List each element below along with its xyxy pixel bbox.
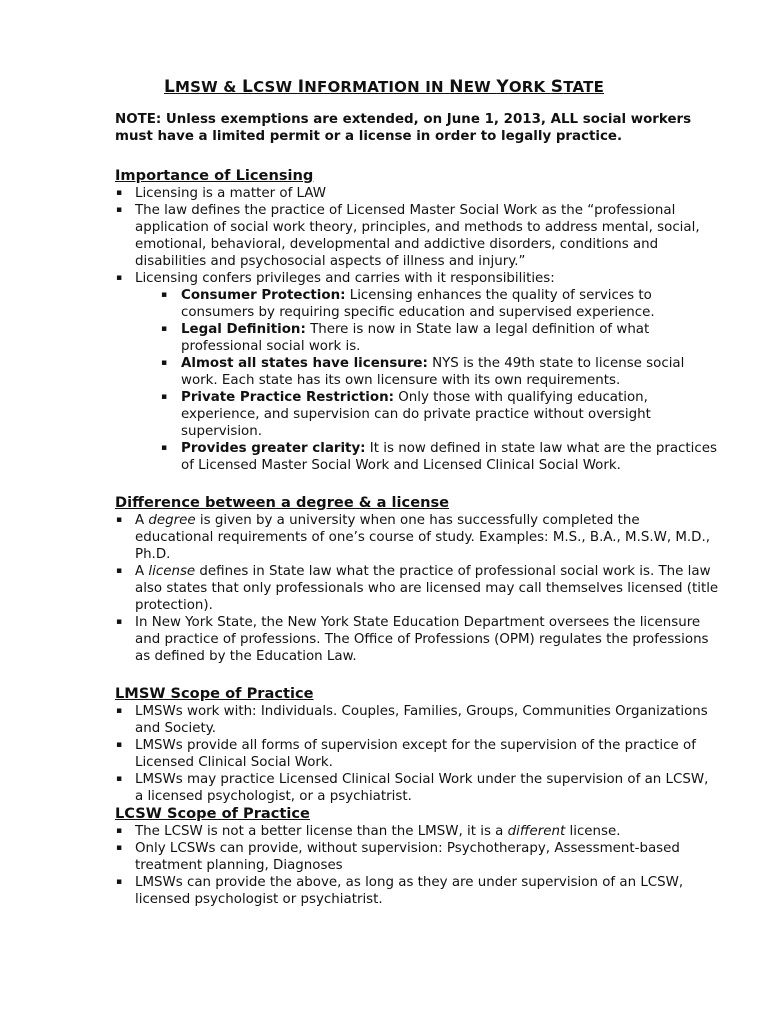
sublist-item-text: It is now defined in state law what are the practices of Licensed Master Social Work and Licensed Clinical Social Work. — [181, 441, 717, 473]
sublist-item-text: NYS is the 49th state to license social work. Each state has its own licensure with its own requirements. — [181, 356, 685, 388]
list-item-text: LMSWs work with: Individuals. Couples, Families, Groups, Communities Organizations and Society. — [135, 704, 708, 736]
importance-list — [115, 185, 720, 474]
title-text: MSW & — [175, 78, 243, 96]
emphasis-text: license — [148, 564, 196, 579]
sublist-item-text: Licensing enhances the quality of services to consumers by requiring specific education and supervised experience. — [181, 288, 655, 320]
sublist-item-text: There is now in State law a legal definition of what professional social work is. — [181, 322, 650, 354]
document-body — [115, 111, 720, 908]
bullet-icon: ▪ — [116, 774, 123, 784]
list-item — [115, 512, 720, 563]
bullet-icon: ▪ — [116, 617, 123, 627]
list-item-text: Licensing is a matter of LAW — [135, 186, 326, 201]
sublist-item-label: Private Practice Restriction: — [181, 390, 394, 405]
bullet-icon: ▪ — [161, 324, 168, 334]
sublist-item-label: Consumer Protection: — [181, 288, 346, 303]
sublist-item-label: Provides greater clarity: — [181, 441, 366, 456]
list-item — [115, 202, 720, 270]
list-item-text: The law defines the practice of Licensed Master Social Work as the “professional application of social work theory, principles, and methods to address mental, social, emotional, behavioral, developmental and addictive disorders, conditions and disabilities and psychosocial aspects of illness and injury.” — [135, 203, 700, 269]
emphasis-text: degree — [148, 513, 196, 528]
note-paragraph: NOTE: Unless exemptions are extended, on June 1, 2013, ALL social workers must have a limited permit or a license in order to legally practice. — [115, 112, 692, 144]
bullet-icon: ▪ — [116, 706, 123, 716]
bullet-icon: ▪ — [116, 273, 123, 283]
title-text: NFORMATION IN — [304, 78, 450, 96]
bullet-icon: ▪ — [161, 392, 168, 402]
sublist-item — [115, 355, 720, 389]
list-item-text: license. — [565, 824, 621, 839]
title-cap: L — [242, 77, 254, 97]
list-item — [115, 563, 720, 614]
bullet-icon: ▪ — [116, 515, 123, 525]
bullet-icon: ▪ — [116, 566, 123, 576]
list-item-text: Licensing confers privileges and carries with it responsibilities: — [135, 271, 555, 286]
privileges-sublist — [115, 287, 720, 474]
list-item — [115, 840, 720, 874]
sublist-item — [115, 287, 720, 321]
list-item — [115, 185, 720, 202]
difference-list — [115, 512, 720, 665]
sublist-item — [115, 321, 720, 355]
sublist-item — [115, 389, 720, 440]
bullet-icon: ▪ — [161, 358, 168, 368]
section-heading-lmsw: LMSW Scope of Practice — [115, 685, 314, 702]
emphasis-text: different — [507, 824, 566, 839]
list-item-text: LMSWs can provide the above, as long as they are under supervision of an LCSW, licensed psychologist or psychiatrist. — [135, 875, 684, 907]
bullet-icon: ▪ — [116, 843, 123, 853]
title-text: ORK — [508, 78, 551, 96]
list-item-text: The LCSW is not a better license than the LMSW, it is a — [135, 824, 508, 839]
bullet-icon: ▪ — [116, 877, 123, 887]
list-item — [115, 270, 720, 474]
bullet-icon: ▪ — [161, 443, 168, 453]
list-item — [115, 737, 720, 771]
bullet-icon: ▪ — [116, 826, 123, 836]
list-item-text: A — [135, 564, 149, 579]
title-cap: I — [297, 77, 305, 97]
title-text: CSW — [253, 78, 298, 96]
list-item — [115, 874, 720, 908]
list-item-text: is given by a university when one has successfully completed the educational requirements of one’s course of study. Examples: M.S., B.A., M.S.W, M.D., Ph.D. — [135, 513, 710, 562]
sublist-item — [115, 440, 720, 474]
page-title — [0, 77, 768, 97]
bullet-icon: ▪ — [116, 188, 123, 198]
list-item-text: A — [135, 513, 149, 528]
bullet-icon: ▪ — [116, 205, 123, 215]
list-item — [115, 703, 720, 737]
sublist-item-text: Only those with qualifying education, experience, and supervision can do private practice without oversight supervision. — [181, 390, 651, 439]
list-item-text: LMSWs may practice Licensed Clinical Social Work under the supervision of an LCSW, a licensed psychologist, or a psychiatrist. — [135, 772, 709, 804]
list-item-text: defines in State law what the practice of professional social work is. The law also states that only professionals who are licensed may call themselves licensed (title protection). — [135, 564, 719, 613]
list-item-text: In New York State, the New York State Education Department oversees the licensure and practice of professions. The Office of Professions (OPM) regulates the professions as defined by the Education Law. — [135, 615, 709, 664]
bullet-icon: ▪ — [116, 740, 123, 750]
title-cap: L — [163, 77, 175, 97]
list-item-text: LMSWs provide all forms of supervision except for the supervision of the practice of Licensed Clinical Social Work. — [135, 738, 696, 770]
list-item — [115, 771, 720, 805]
title-text: TATE — [563, 78, 605, 96]
sublist-item-label: Legal Definition: — [181, 322, 306, 337]
section-heading-importance: Importance of Licensing — [115, 167, 314, 184]
section-heading-lcsw: LCSW Scope of Practice — [115, 805, 310, 822]
title-cap: S — [550, 77, 564, 97]
section-heading-difference: Difference between a degree & a license — [115, 494, 450, 511]
sublist-item-label: Almost all states have licensure: — [181, 356, 428, 371]
bullet-icon: ▪ — [161, 290, 168, 300]
list-item — [115, 614, 720, 665]
list-item-text: Only LCSWs can provide, without supervision: Psychotherapy, Assessment-based treatment planning, Diagnoses — [135, 841, 680, 873]
title-text: EW — [463, 78, 497, 96]
lmsw-list — [115, 703, 720, 805]
title-cap: N — [449, 77, 464, 97]
list-item — [115, 823, 720, 840]
title-cap: Y — [496, 77, 509, 97]
lcsw-list — [115, 823, 720, 908]
